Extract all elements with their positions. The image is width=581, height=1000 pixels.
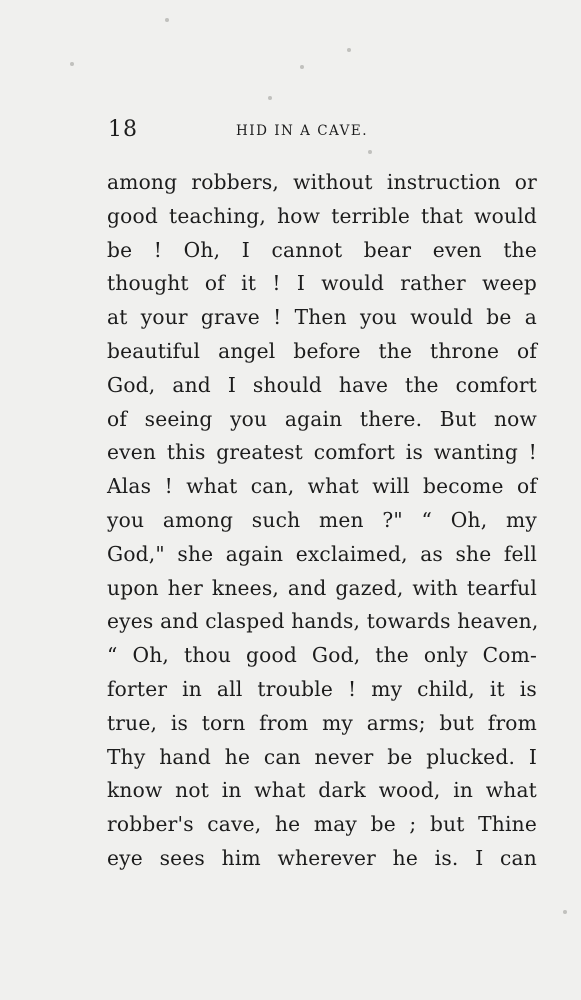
text-line: even this greatest comfort is wanting !	[107, 440, 537, 465]
text-line: robber's cave, he may be ; but Thine	[107, 812, 537, 837]
paper-speck	[70, 62, 74, 66]
text-line: beautiful angel before the throne of	[107, 338, 537, 363]
text-line: Alas ! what can, what will become of	[107, 474, 537, 499]
running-head: HID IN A CAVE.	[236, 123, 368, 139]
paper-speck	[165, 18, 169, 22]
text-line: God, and I should have the comfort	[107, 372, 537, 397]
text-line: God," she again exclaimed, as she fell	[107, 541, 537, 566]
text-line: know not in what dark wood, in what	[107, 778, 537, 803]
text-line: “ Oh, thou good God, the only Com-	[107, 643, 537, 668]
page-number: 18	[108, 117, 138, 142]
paper-speck	[563, 910, 567, 914]
text-line: eye sees him wherever he is. I can	[107, 845, 537, 870]
paper-speck	[268, 96, 272, 100]
text-line: among robbers, without instruction or	[107, 170, 537, 194]
text-line: eyes and clasped hands, towards heaven,	[107, 609, 539, 634]
paper-speck	[300, 65, 304, 69]
text-line: be ! Oh, I cannot bear even the	[107, 237, 537, 262]
paper-speck	[368, 150, 372, 154]
body-text	[107, 166, 537, 876]
text-line: good teaching, how terrible that would	[107, 203, 537, 228]
page-header	[108, 117, 448, 149]
text-line: upon her knees, and gazed, with tearful	[107, 575, 537, 600]
text-line: of seeing you again there. But now	[107, 406, 537, 431]
text-line: thought of it ! I would rather weep	[107, 271, 537, 296]
text-line: Thy hand he can never be plucked. I	[107, 744, 537, 769]
text-line: true, is torn from my arms; but from	[107, 710, 537, 735]
text-line: you among such men ?" “ Oh, my	[107, 507, 537, 532]
text-line: forter in all trouble ! my child, it is	[107, 676, 537, 701]
text-line: at your grave ! Then you would be a	[107, 305, 537, 330]
paper-speck	[347, 48, 351, 52]
